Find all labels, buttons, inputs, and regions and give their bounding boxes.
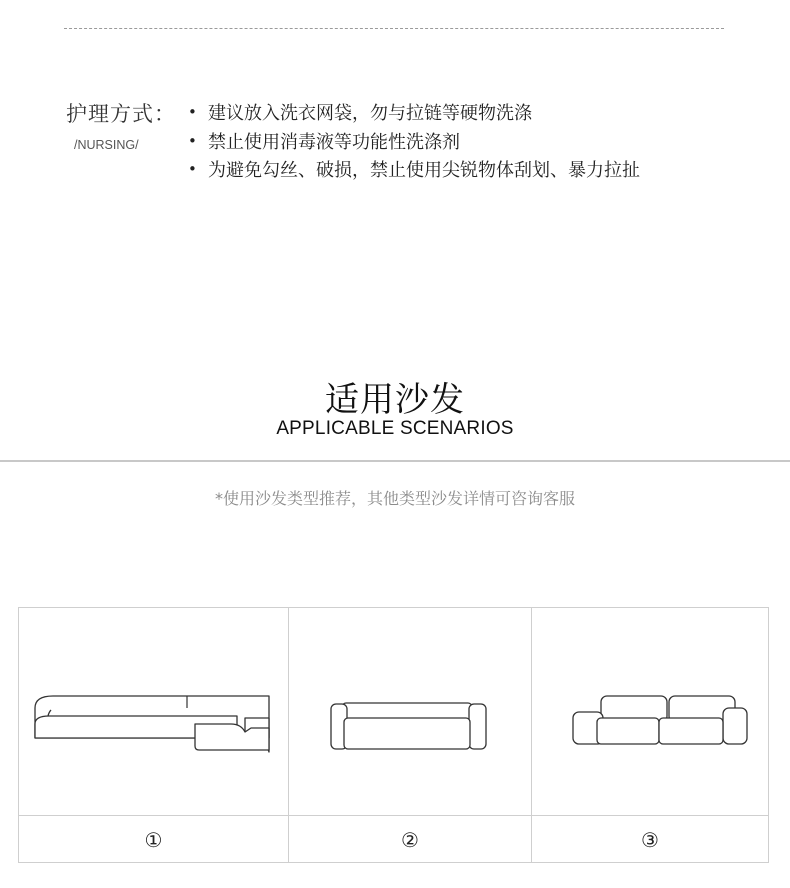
care-instruction-item	[188, 98, 640, 127]
sofa-cell-3	[532, 608, 768, 815]
table-divider	[18, 815, 769, 816]
care-method-subtitle: /NURSING/	[74, 138, 139, 152]
table-border-bottom	[18, 862, 769, 863]
care-method-title: 护理方式：	[66, 102, 176, 126]
bullet-icon: •	[188, 103, 197, 122]
three-seat-sofa-icon	[289, 608, 531, 815]
table-border-right	[768, 607, 769, 863]
sofa-label-1: ①	[144, 827, 163, 852]
care-instruction-text: 禁止使用消毒液等功能性洗涤剂	[208, 131, 460, 153]
care-instruction-text: 为避免勾丝、破损，禁止使用尖锐物体刮划、暴力拉扯	[208, 160, 640, 182]
section-divider	[0, 460, 790, 462]
care-instruction-text: 建议放入洗衣网袋，勿与拉链等硬物洗涤	[208, 103, 532, 125]
section-title: 适用沙发	[325, 380, 465, 420]
sofa-cell-2	[289, 608, 531, 815]
sofa-label-2: ②	[401, 827, 419, 852]
recommendation-note: *使用沙发类型推荐，其他类型沙发详情可咨询客服	[214, 489, 575, 508]
sofa-label-3: ③	[641, 827, 659, 852]
sofa-cell-1	[19, 608, 288, 815]
section-subtitle: APPLICABLE SCENARIOS	[276, 418, 514, 439]
cushion-sofa-icon	[532, 608, 768, 815]
l-shaped-sofa-icon	[19, 608, 288, 815]
care-instruction-item	[188, 155, 640, 184]
dashed-divider	[64, 28, 724, 29]
bullet-icon: •	[188, 160, 197, 179]
care-instructions-list	[188, 98, 640, 184]
care-instruction-item	[188, 127, 640, 156]
bullet-icon: •	[188, 131, 197, 150]
sofa-type-table	[18, 607, 769, 863]
